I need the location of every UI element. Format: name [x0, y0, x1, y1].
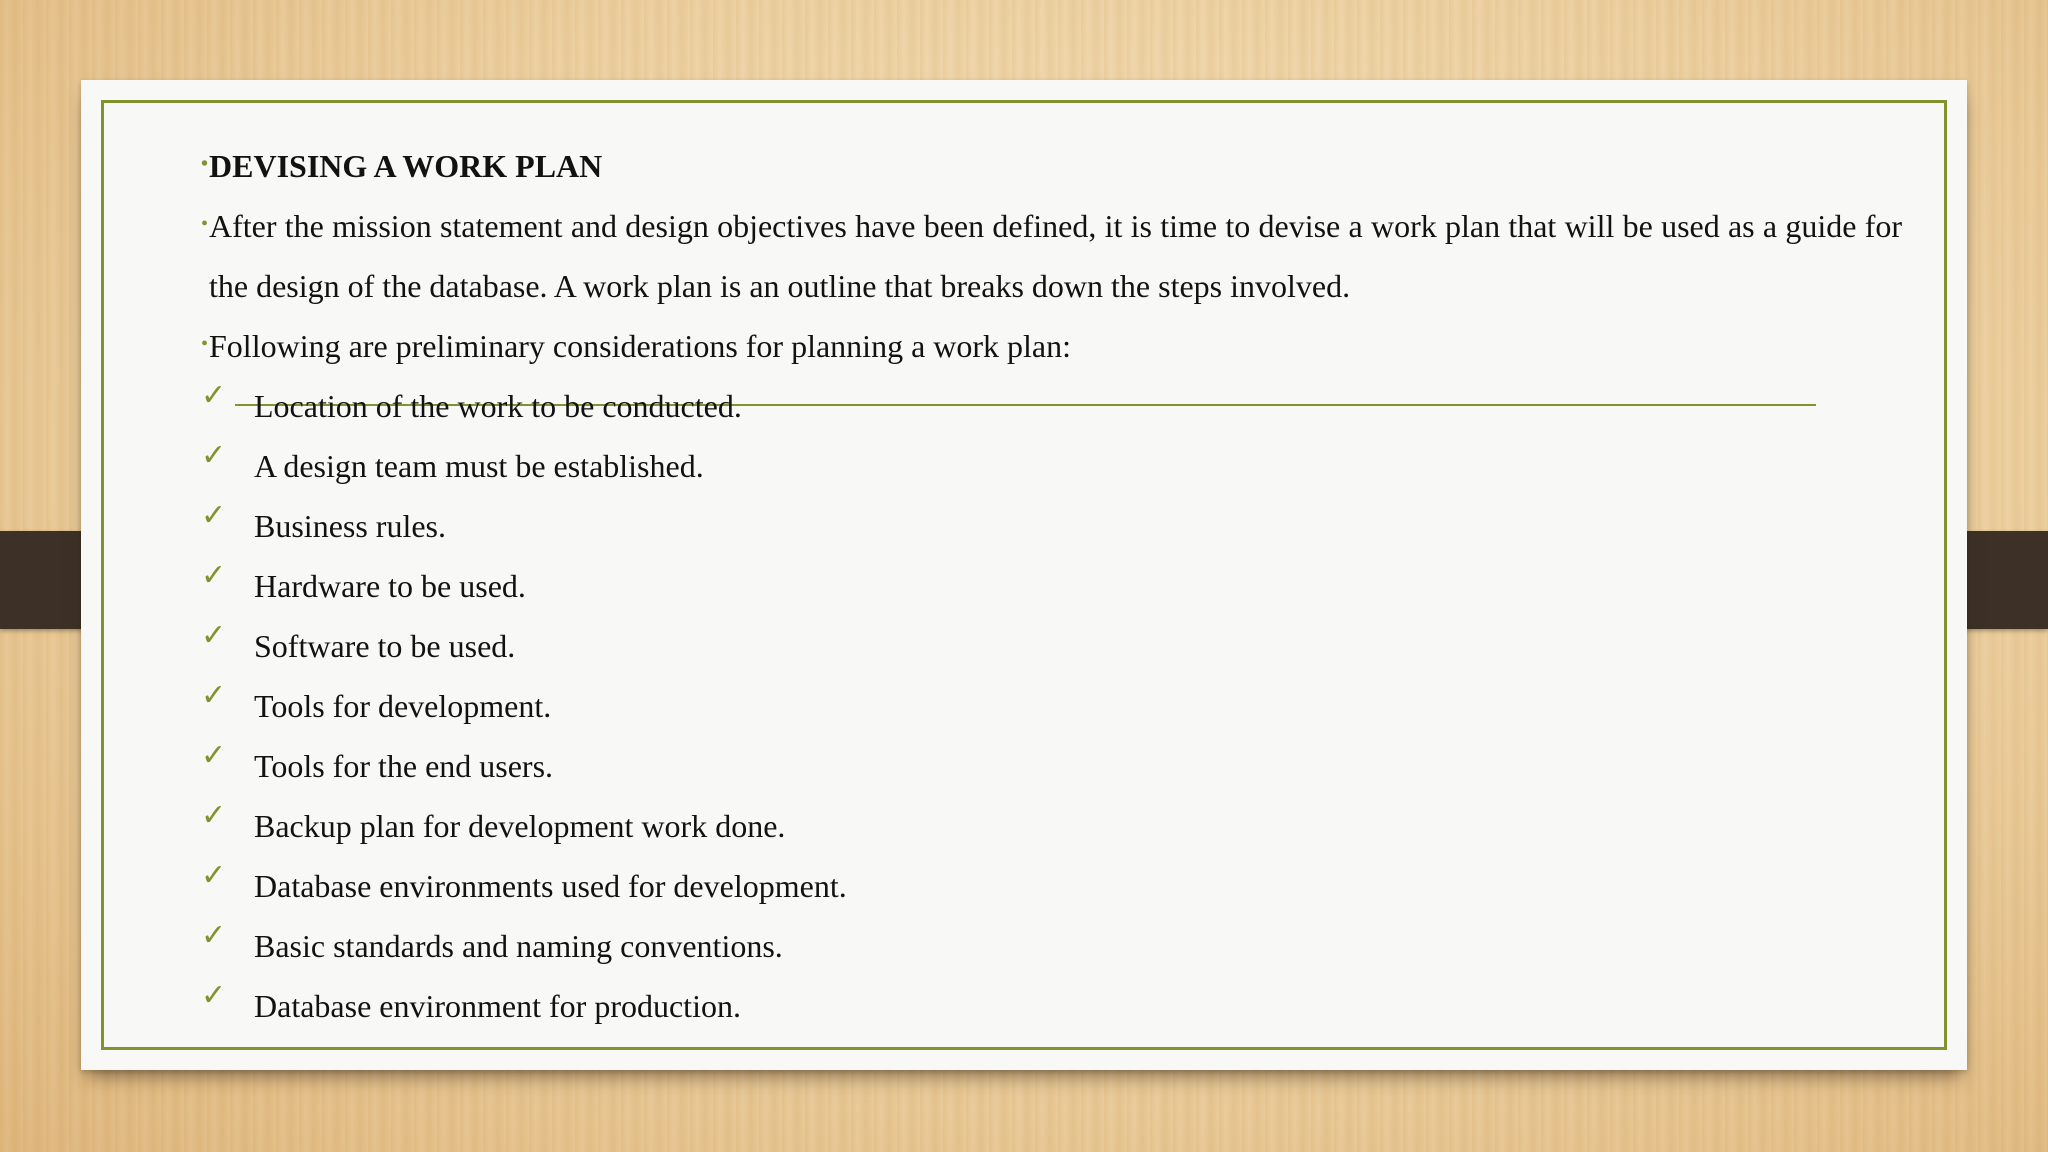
checkmark-icon: ✓: [201, 738, 227, 773]
checkmark-icon: ✓: [201, 858, 227, 893]
checkmark-icon: ✓: [201, 918, 227, 953]
bullet-icon: •: [201, 213, 209, 235]
checklist-item-text: Hardware to be used.: [254, 568, 526, 604]
considerations-intro-text: Following are preliminary considerations for planning a work plan:: [209, 328, 1072, 364]
checklist-item: [201, 376, 1971, 436]
checkmark-icon: ✓: [201, 978, 227, 1013]
checklist-item: [201, 796, 1971, 856]
slide-title: [201, 136, 1971, 196]
checklist-item: [201, 736, 1971, 796]
checklist-item-text: Business rules.: [254, 508, 446, 544]
checklist-item: [201, 676, 1971, 736]
bullet-icon: •: [201, 153, 209, 175]
checklist-item-text: Location of the work to be conducted.: [254, 388, 742, 424]
checklist-item: [201, 556, 1971, 616]
checklist-item-text: Tools for the end users.: [254, 748, 554, 784]
checklist-item: [201, 916, 1971, 976]
intro-paragraph-text: After the mission statement and design objectives have been defined, it is time to devise a work plan that will be used as a guide for the design of the database. A work plan is an outline that breaks down the steps involved.: [209, 208, 1902, 304]
checklist-item: [201, 856, 1971, 916]
checkmark-icon: ✓: [201, 378, 227, 413]
checklist-item-text: Database environments used for development.: [254, 868, 847, 904]
checklist-item-text: Tools for development.: [254, 688, 552, 724]
checklist-item-text: Database environment for production.: [254, 988, 741, 1024]
checklist-item-text: Backup plan for development work done.: [254, 808, 786, 844]
checkmark-icon: ✓: [201, 618, 227, 653]
checklist-item-text: Basic standards and naming conventions.: [254, 928, 783, 964]
checkmark-icon: ✓: [201, 438, 227, 473]
slide-content: [201, 136, 1971, 1036]
checkmark-icon: ✓: [201, 798, 227, 833]
bullet-icon: •: [201, 333, 209, 355]
considerations-intro: [201, 316, 1971, 376]
checkmark-icon: ✓: [201, 498, 227, 533]
checklist-item: [201, 976, 1971, 1036]
intro-paragraph: [201, 196, 1902, 316]
checkmark-icon: ✓: [201, 678, 227, 713]
slide-title-text: DEVISING A WORK PLAN: [209, 148, 603, 184]
slide-card: [81, 80, 1967, 1070]
considerations-checklist: [201, 376, 1971, 1036]
checklist-item-text: Software to be used.: [254, 628, 516, 664]
checklist-item: [201, 436, 1971, 496]
checklist-item-text: A design team must be established.: [254, 448, 704, 484]
checklist-item: [201, 616, 1971, 676]
checkmark-icon: ✓: [201, 558, 227, 593]
checklist-item: [201, 496, 1971, 556]
